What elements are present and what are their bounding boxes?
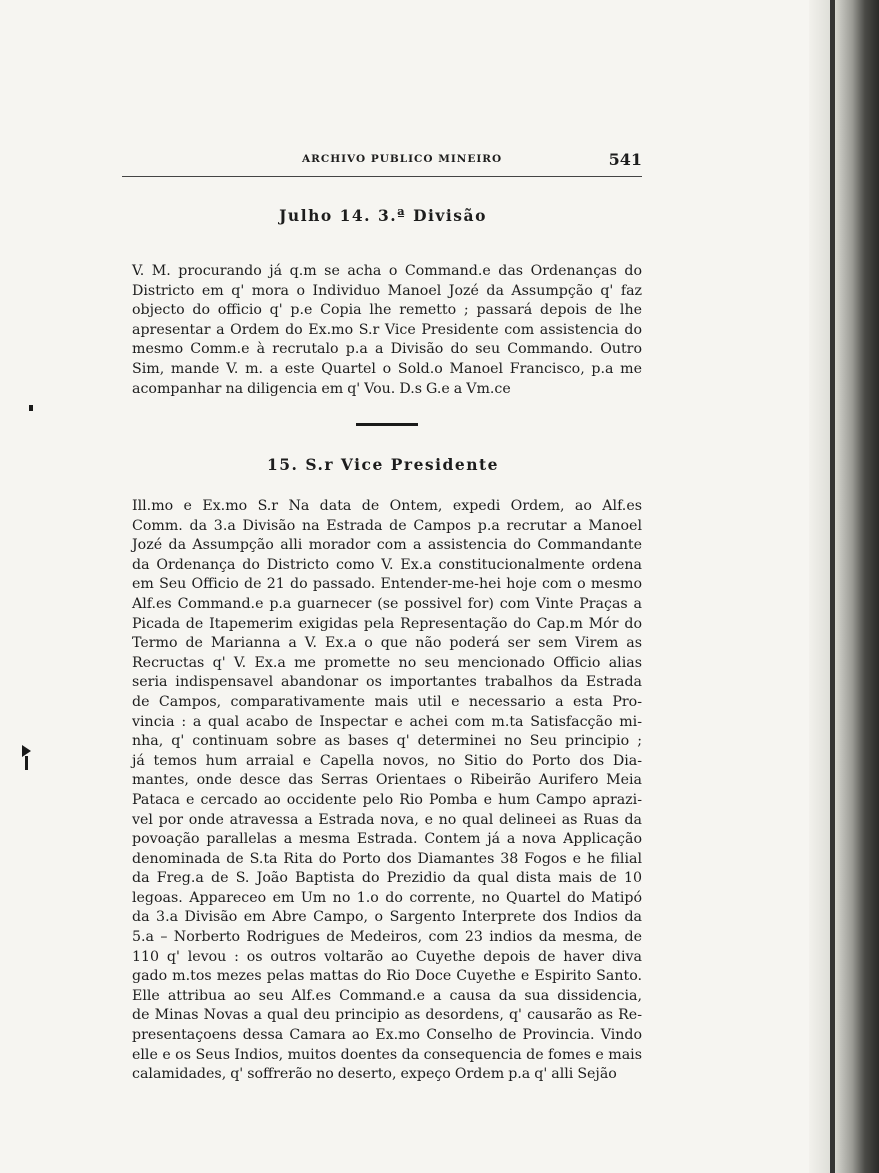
- text-line: elle e os Seus Indios, muitos doentes da consequencia de fomes e mais: [132, 1046, 642, 1063]
- section-separator: [356, 423, 418, 426]
- text-line: da Ordenança do Districto como V. Ex.a constitucionalmente ordena: [132, 556, 642, 573]
- text-line: Sim, mande V. m. a este Quartel o Sold.o Manoel Francisco, p.a me: [132, 360, 642, 377]
- margin-mark: [29, 405, 33, 411]
- text-line: Recructas q' V. Ex.a me promette no seu mencionado Officio alias: [132, 654, 642, 671]
- section-heading-vice-presidente: 15. S.r Vice Presidente: [266, 455, 500, 474]
- text-line: Comm. da 3.a Divisão na Estrada de Campos p.a recrutar a Manoel: [132, 517, 642, 534]
- section1-paragraph: [132, 262, 642, 399]
- text-line: Termo de Marianna a V. Ex.a o que não poderá ser sem Virem as: [132, 635, 642, 652]
- text-line: de Campos, comparativamente mais util e necessario a esta Pro-: [132, 693, 642, 710]
- text-line: apresentar a Ordem do Ex.mo S.r Vice Presidente com assistencia do: [132, 321, 642, 338]
- text-line: Alf.es Command.e p.a guarnecer (se possivel for) com Vinte Praças a: [132, 595, 642, 612]
- margin-pointer-mark: [22, 745, 31, 757]
- binding-edge: [830, 0, 835, 1173]
- text-line: vel por onde atravessa a Estrada nova, e no qual delineei as Ruas da: [132, 811, 642, 828]
- text-line: povoação parallelas a mesma Estrada. Contem já a nova Applicação: [132, 831, 642, 848]
- text-line: presentaçoens dessa Camara ao Ex.mo Conselho de Provincia. Vindo: [132, 1027, 642, 1044]
- text-line: Pataca e cercado ao occidente pelo Rio Pomba e hum Campo aprazi-: [132, 791, 642, 808]
- text-line: acompanhar na diligencia em q' Vou. D.s G.e a Vm.ce: [132, 380, 511, 397]
- text-line: de Minas Novas a qual deu principio as desordens, q' causarão as Re-: [132, 1007, 642, 1024]
- text-line: seria indispensavel abandonar os importantes trabalhos da Estrada: [132, 674, 642, 691]
- page-number: 541: [608, 150, 642, 169]
- text-line: mesmo Comm.e à recrutalo p.a a Divisão do seu Commando. Outro: [132, 341, 642, 358]
- running-head: [122, 150, 642, 174]
- text-line: denominada de S.ta Rita do Porto dos Diamantes 38 Fogos e he filial: [132, 850, 642, 867]
- text-line: 5.a – Norberto Rodrigues de Medeiros, com 23 indios da mesma, de: [132, 929, 642, 946]
- text-line: Jozé da Assumpção alli morador com a assistencia do Commandante: [132, 537, 642, 554]
- text-line: mantes, onde desce das Serras Orientaes o Ribeirão Aurifero Meia: [132, 772, 642, 789]
- section-heading-julho-14: Julho 14. 3.ª Divisão: [279, 206, 487, 225]
- text-line: em Seu Officio de 21 do passado. Entender-me-hei hoje com o mesmo: [132, 576, 642, 593]
- text-line: Ill.mo e Ex.mo S.r Na data de Ontem, expedi Ordem, ao Alf.es: [132, 498, 642, 514]
- header-rule: [122, 176, 642, 177]
- text-line: gado m.tos mezes pelas mattas do Rio Doce Cuyethe e Espirito Santo.: [132, 968, 642, 985]
- text-line: objecto do officio q' p.e Copia lhe remetto ; passará depois de lhe: [132, 302, 642, 319]
- text-line: calamidades, q' soffrerão no deserto, expeço Ordem p.a q' alli Sejão: [132, 1066, 617, 1083]
- text-line: Elle attribua ao seu Alf.es Command.e a causa da sua dissidencia,: [132, 987, 642, 1004]
- text-line: V. M. procurando já q.m se acha o Command.e das Ordenanças do: [132, 263, 642, 279]
- text-line: nha, q' continuam sobre as bases q' determinei no Seu principio ;: [132, 733, 642, 750]
- running-title: ARCHIVO PUBLICO MINEIRO: [302, 153, 503, 165]
- section2-paragraph: [132, 497, 642, 1085]
- text-line: da Freg.a de S. João Baptista do Prezidio da qual dista mais de 10: [132, 870, 642, 887]
- text-line: já temos hum arraial e Capella novos, no Sitio do Porto dos Dia-: [132, 752, 642, 769]
- book-binding-shadow: [809, 0, 879, 1173]
- text-line: Picada de Itapemerim exigidas pela Representação do Cap.m Mór do: [132, 615, 642, 632]
- text-line: legoas. Appareceo em Um no 1.o do corrente, no Quartel do Matipó: [132, 889, 642, 906]
- text-line: vincia : a qual acabo de Inspectar e achei com m.ta Satisfacção mi-: [132, 713, 642, 730]
- text-line: da 3.a Divisão em Abre Campo, o Sargento Interprete dos Indios da: [132, 909, 642, 926]
- text-line: 110 q' levou : os outros voltarão ao Cuyethe depois de haver diva: [132, 948, 642, 965]
- text-line: Districto em q' mora o Individuo Manoel Jozé da Assumpção q' faz: [132, 282, 642, 299]
